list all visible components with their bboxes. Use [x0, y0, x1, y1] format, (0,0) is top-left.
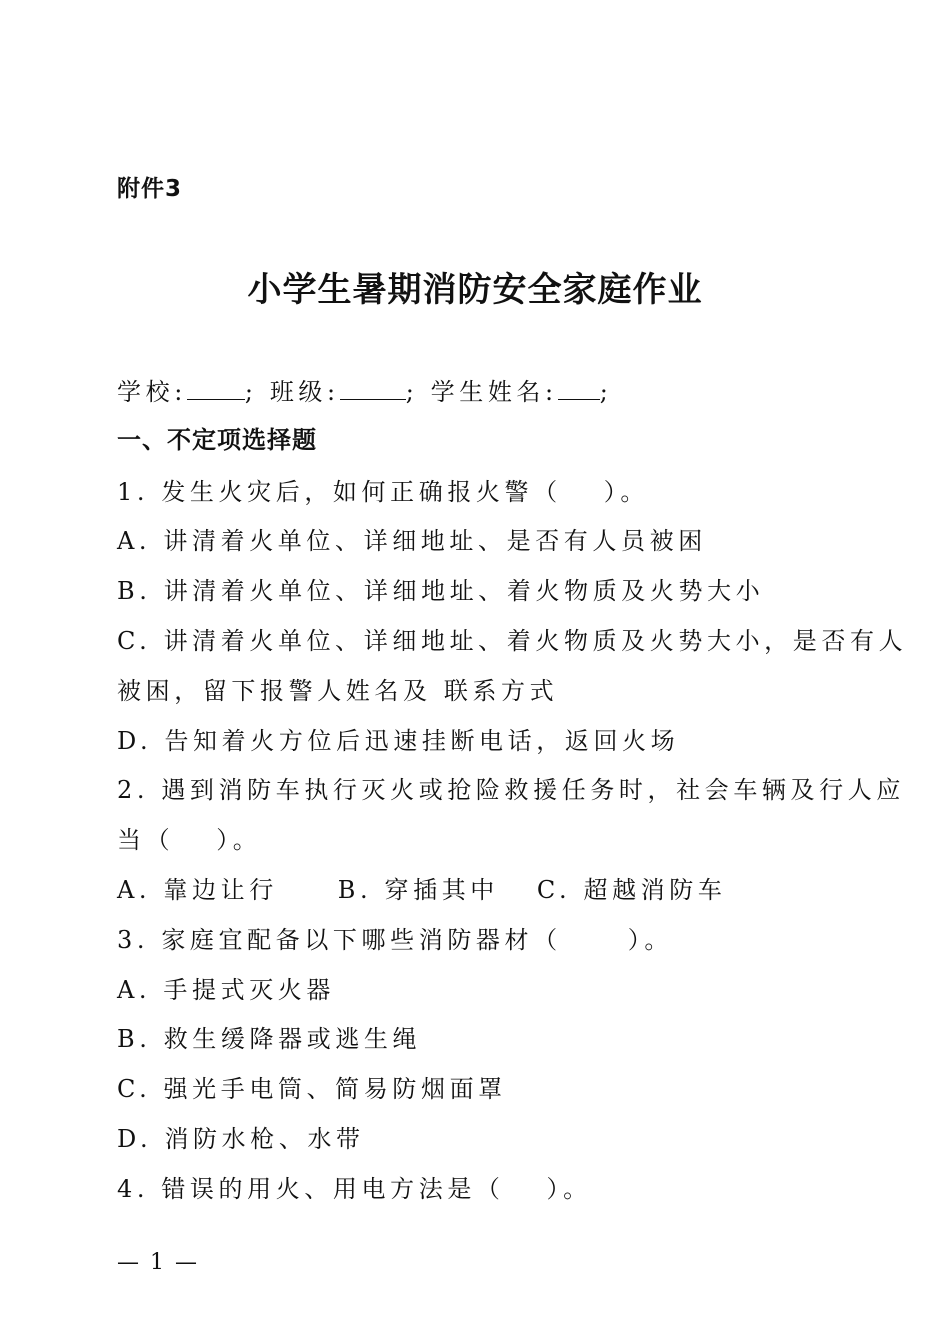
option-a: A. 讲清着火单位、详细地址、是否有人员被困 [117, 527, 707, 555]
question-2-stem-continued [117, 820, 261, 855]
question-text: 1. 发生火灾后，如何正确报火警（ [117, 478, 562, 506]
option-b: B. 救生缓降器或逃生绳 [117, 1025, 422, 1053]
question-end: ）。 [603, 478, 649, 506]
question-end: ）。 [216, 826, 262, 854]
option-d: D. 消防水枪、水带 [117, 1125, 365, 1153]
question-4-stem [117, 1169, 592, 1204]
question-end: ）。 [546, 1175, 592, 1203]
class-label: 班级: [269, 378, 340, 406]
option-b: B. 穿插其中 [337, 876, 499, 904]
option-a: A. 靠边让行 [117, 876, 278, 904]
question-3-stem [117, 920, 673, 955]
question-text: 当（ [117, 826, 175, 854]
question-text: 3. 家庭宜配备以下哪些消防器材（ [117, 926, 562, 954]
option-d: D. 告知着火方位后迅速挂断电话，返回火场 [117, 727, 680, 755]
section-heading: 一、不定项选择题 [117, 426, 317, 454]
option-c-continued: 被困，留下报警人姓名及 联系方式 [117, 677, 559, 705]
question-1-stem [117, 472, 649, 507]
separator: ; [244, 378, 258, 406]
school-label: 学校: [117, 378, 187, 406]
separator: ; [599, 378, 613, 406]
option-c: C. 超越消防车 [536, 876, 727, 904]
option-c: C. 讲清着火单位、详细地址、着火物质及火势大小，是否有人 [117, 627, 908, 655]
option-b: B. 讲清着火单位、详细地址、着火物质及火势大小 [117, 577, 765, 605]
question-text: 4. 错误的用火、用电方法是（ [117, 1175, 505, 1203]
student-info-line [117, 372, 612, 407]
question-2-options [117, 870, 726, 905]
question-2-stem: 2. 遇到消防车执行灭火或抢险救援任务时，社会车辆及行人应 [117, 776, 905, 804]
student-name-label: 学生姓名: [430, 378, 558, 406]
question-end: ）。 [627, 926, 673, 954]
school-blank[interactable] [187, 377, 245, 400]
option-c: C. 强光手电筒、简易防烟面罩 [117, 1075, 507, 1103]
page-number: — 1 — [117, 1250, 199, 1275]
document-title: 小学生暑期消防安全家庭作业 [247, 270, 703, 310]
student-name-blank[interactable] [558, 377, 600, 400]
separator: ; [405, 378, 419, 406]
option-a: A. 手提式灭火器 [117, 976, 335, 1004]
class-blank[interactable] [340, 377, 406, 400]
attachment-label: 附件3 [117, 176, 183, 202]
